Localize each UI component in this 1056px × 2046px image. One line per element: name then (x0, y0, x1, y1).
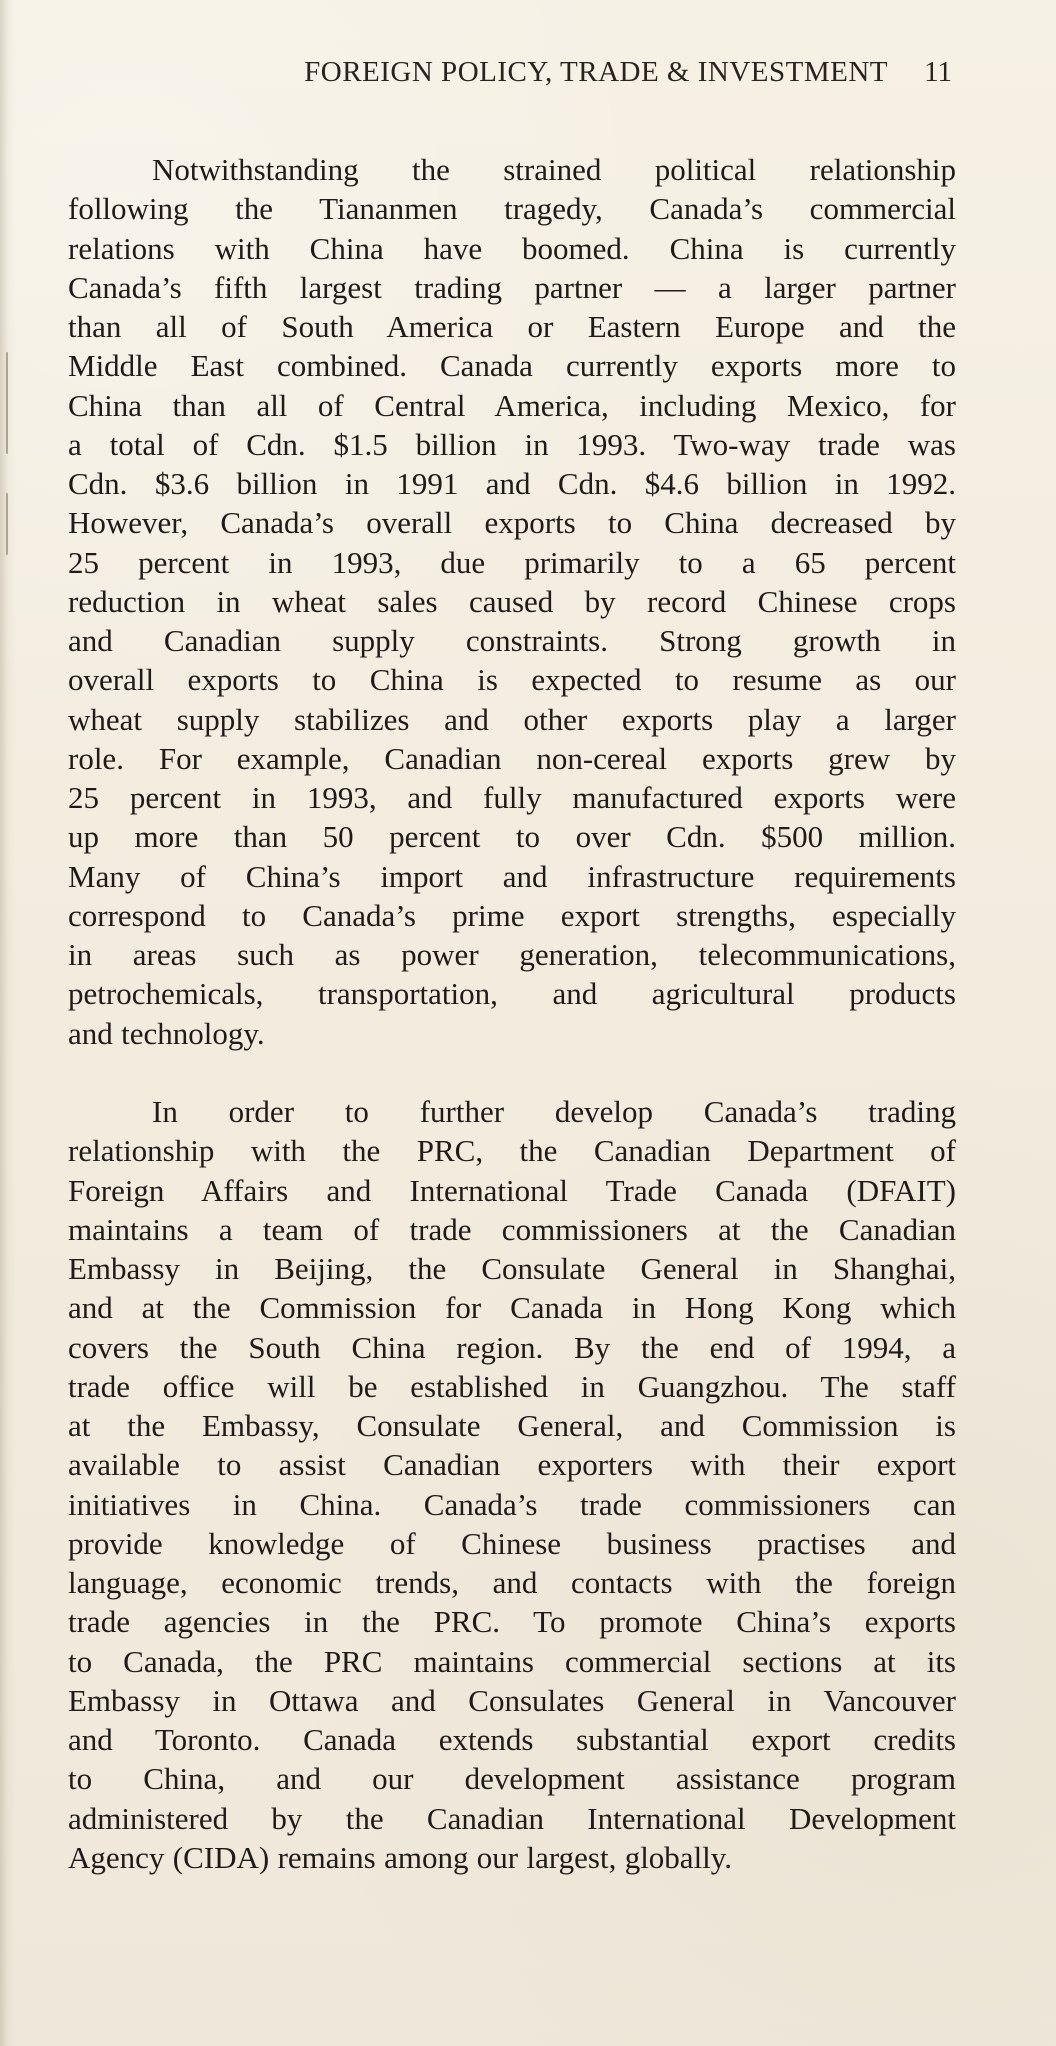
article-body (68, 150, 956, 1950)
text-line: a total of Cdn. $1.5 billion in 1993. Two-way trade was (68, 426, 956, 462)
text-line: China than all of Central America, including Mexico, for (68, 387, 956, 423)
text-line: 25 percent in 1993, due primarily to a 65 percent (68, 544, 956, 580)
text-line: and Toronto. Canada extends substantial export credits (68, 1722, 956, 1757)
text-line: trade agencies in the PRC. To promote China’s exports (68, 1604, 956, 1640)
text-line: Cdn. $3.6 billion in 1991 and Cdn. $4.6 billion in 1992. (68, 466, 956, 501)
text-line: maintains a team of trade commissioners at the Canadian (68, 1211, 956, 1247)
text-line: Agency (CIDA) remains among our largest, globally. (68, 1839, 733, 1875)
text-line: overall exports to China is expected to resume as our (68, 662, 956, 698)
paragraph-trade-commissioners (68, 1092, 956, 1877)
page-edge-mark (6, 352, 8, 454)
paragraph-china-trade-overview (68, 150, 956, 1053)
text-line: trade office will be established in Guangzhou. The staff (68, 1368, 956, 1404)
text-line: in areas such as power generation, telecommunications, (68, 937, 956, 972)
text-line: to Canada, the PRC maintains commercial sections at its (68, 1643, 956, 1679)
text-line: administered by the Canadian International Development (68, 1800, 956, 1836)
text-line: and at the Commission for Canada in Hong Kong which (68, 1290, 956, 1326)
text-line: and Canadian supply constraints. Strong growth in (68, 623, 956, 658)
text-line: language, economic trends, and contacts with the foreign (68, 1565, 956, 1600)
text-line: up more than 50 percent to over Cdn. $500 million. (68, 819, 956, 855)
text-line: 25 percent in 1993, and fully manufactured exports were (68, 780, 956, 815)
text-line: Embassy in Beijing, the Consulate General in Shanghai, (68, 1251, 956, 1286)
page-number: 11 (924, 56, 952, 88)
text-line: role. For example, Canadian non-cereal exports grew by (68, 740, 956, 776)
text-line: Many of China’s import and infrastructure requirements (68, 858, 956, 894)
text-line: wheat supply stabilizes and other exports play a larger (68, 701, 956, 737)
text-line: covers the South China region. By the end of 1994, a (68, 1329, 956, 1365)
text-line: relationship with the PRC, the Canadian Department of (68, 1133, 956, 1169)
text-line: Middle East combined. Canada currently exports more to (68, 348, 956, 384)
text-line: Canada’s fifth largest trading partner — a larger partner (68, 269, 956, 305)
page-edge-shadow (0, 0, 16, 2046)
text-line: petrochemicals, transportation, and agricultural products (68, 976, 956, 1012)
text-line: However, Canada’s overall exports to China decreased by (68, 505, 956, 541)
text-line: correspond to Canada’s prime export strengths, especially (68, 897, 956, 933)
text-line: Notwithstanding the strained political relationship (152, 152, 956, 187)
text-line: initiatives in China. Canada’s trade commissioners can (68, 1486, 956, 1522)
text-line: Foreign Affairs and International Trade Canada (DFAIT) (68, 1172, 956, 1208)
page-header (0, 52, 1056, 92)
text-line: at the Embassy, Consulate General, and Commission is (68, 1408, 956, 1443)
text-line: and technology. (68, 1015, 265, 1051)
text-line: than all of South America or Eastern Europe and the (68, 309, 956, 344)
text-line: following the Tiananmen tragedy, Canada’s commercial (68, 191, 956, 227)
text-line: to China, and our development assistance program (68, 1761, 956, 1797)
running-head: FOREIGN POLICY, TRADE & INVESTMENT (304, 56, 888, 88)
page-edge-mark (6, 493, 8, 555)
text-line: reduction in wheat sales caused by record Chinese crops (68, 583, 956, 619)
text-line: In order to further develop Canada’s trading (152, 1094, 956, 1129)
text-line: relations with China have boomed. China is currently (68, 230, 956, 266)
text-line: Embassy in Ottawa and Consulates General in Vancouver (68, 1682, 956, 1718)
text-line: available to assist Canadian exporters with their export (68, 1447, 956, 1483)
text-line: provide knowledge of Chinese business practises and (68, 1525, 956, 1561)
